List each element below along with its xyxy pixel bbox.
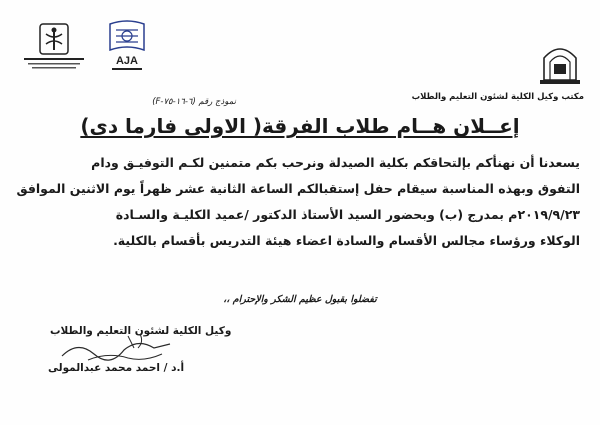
office-header: مكتب وكيل الكلية لشئون التعليم والطلاب <box>411 92 584 102</box>
svg-text:AJA: AJA <box>115 55 139 67</box>
announcement-title: إعــلان هــام طلاب الفرقة( الاولى فارما دى) <box>80 114 520 138</box>
university-logo <box>18 22 90 74</box>
aja-logo <box>104 20 150 76</box>
closing-remark: تفضلوا بقبول عظيم الشكر والإحترام ،، <box>223 294 377 305</box>
body-line: الوكلاء ورؤساء مجالس الأقسام والسادة اعضاء هيئة التدريس بأقسام بالكلية. <box>113 233 580 248</box>
university-gate-logo <box>538 40 582 86</box>
signatory-title: وكيل الكلية لشئون التعليم والطلاب <box>50 325 232 337</box>
body-line: ٢٠١٩/٩/٢٣م بمدرج (ب) وبحضور السيد الأستاذ الدكتور /عميد الكليـة والسـادة <box>115 207 580 222</box>
handwritten-signature <box>58 330 178 366</box>
announcement-body <box>16 150 580 254</box>
body-line: التفوق وبهذه المناسبة سيقام حفل إستقبالكم الساعة الثانية عشر ظهراً يوم الاثنين الموافق <box>16 181 580 196</box>
body-line: يسعدنا أن نهنأكم بإلتحاقكم بكلية الصيدلة ونرحب بكم متمنين لكـم التوفيـق ودام <box>91 155 580 170</box>
form-number: نموذج رقم (٦-١٦-٧٥-F) <box>152 97 236 107</box>
signatory-name: أ.د / احمد محمد عبدالمولى <box>48 362 185 374</box>
